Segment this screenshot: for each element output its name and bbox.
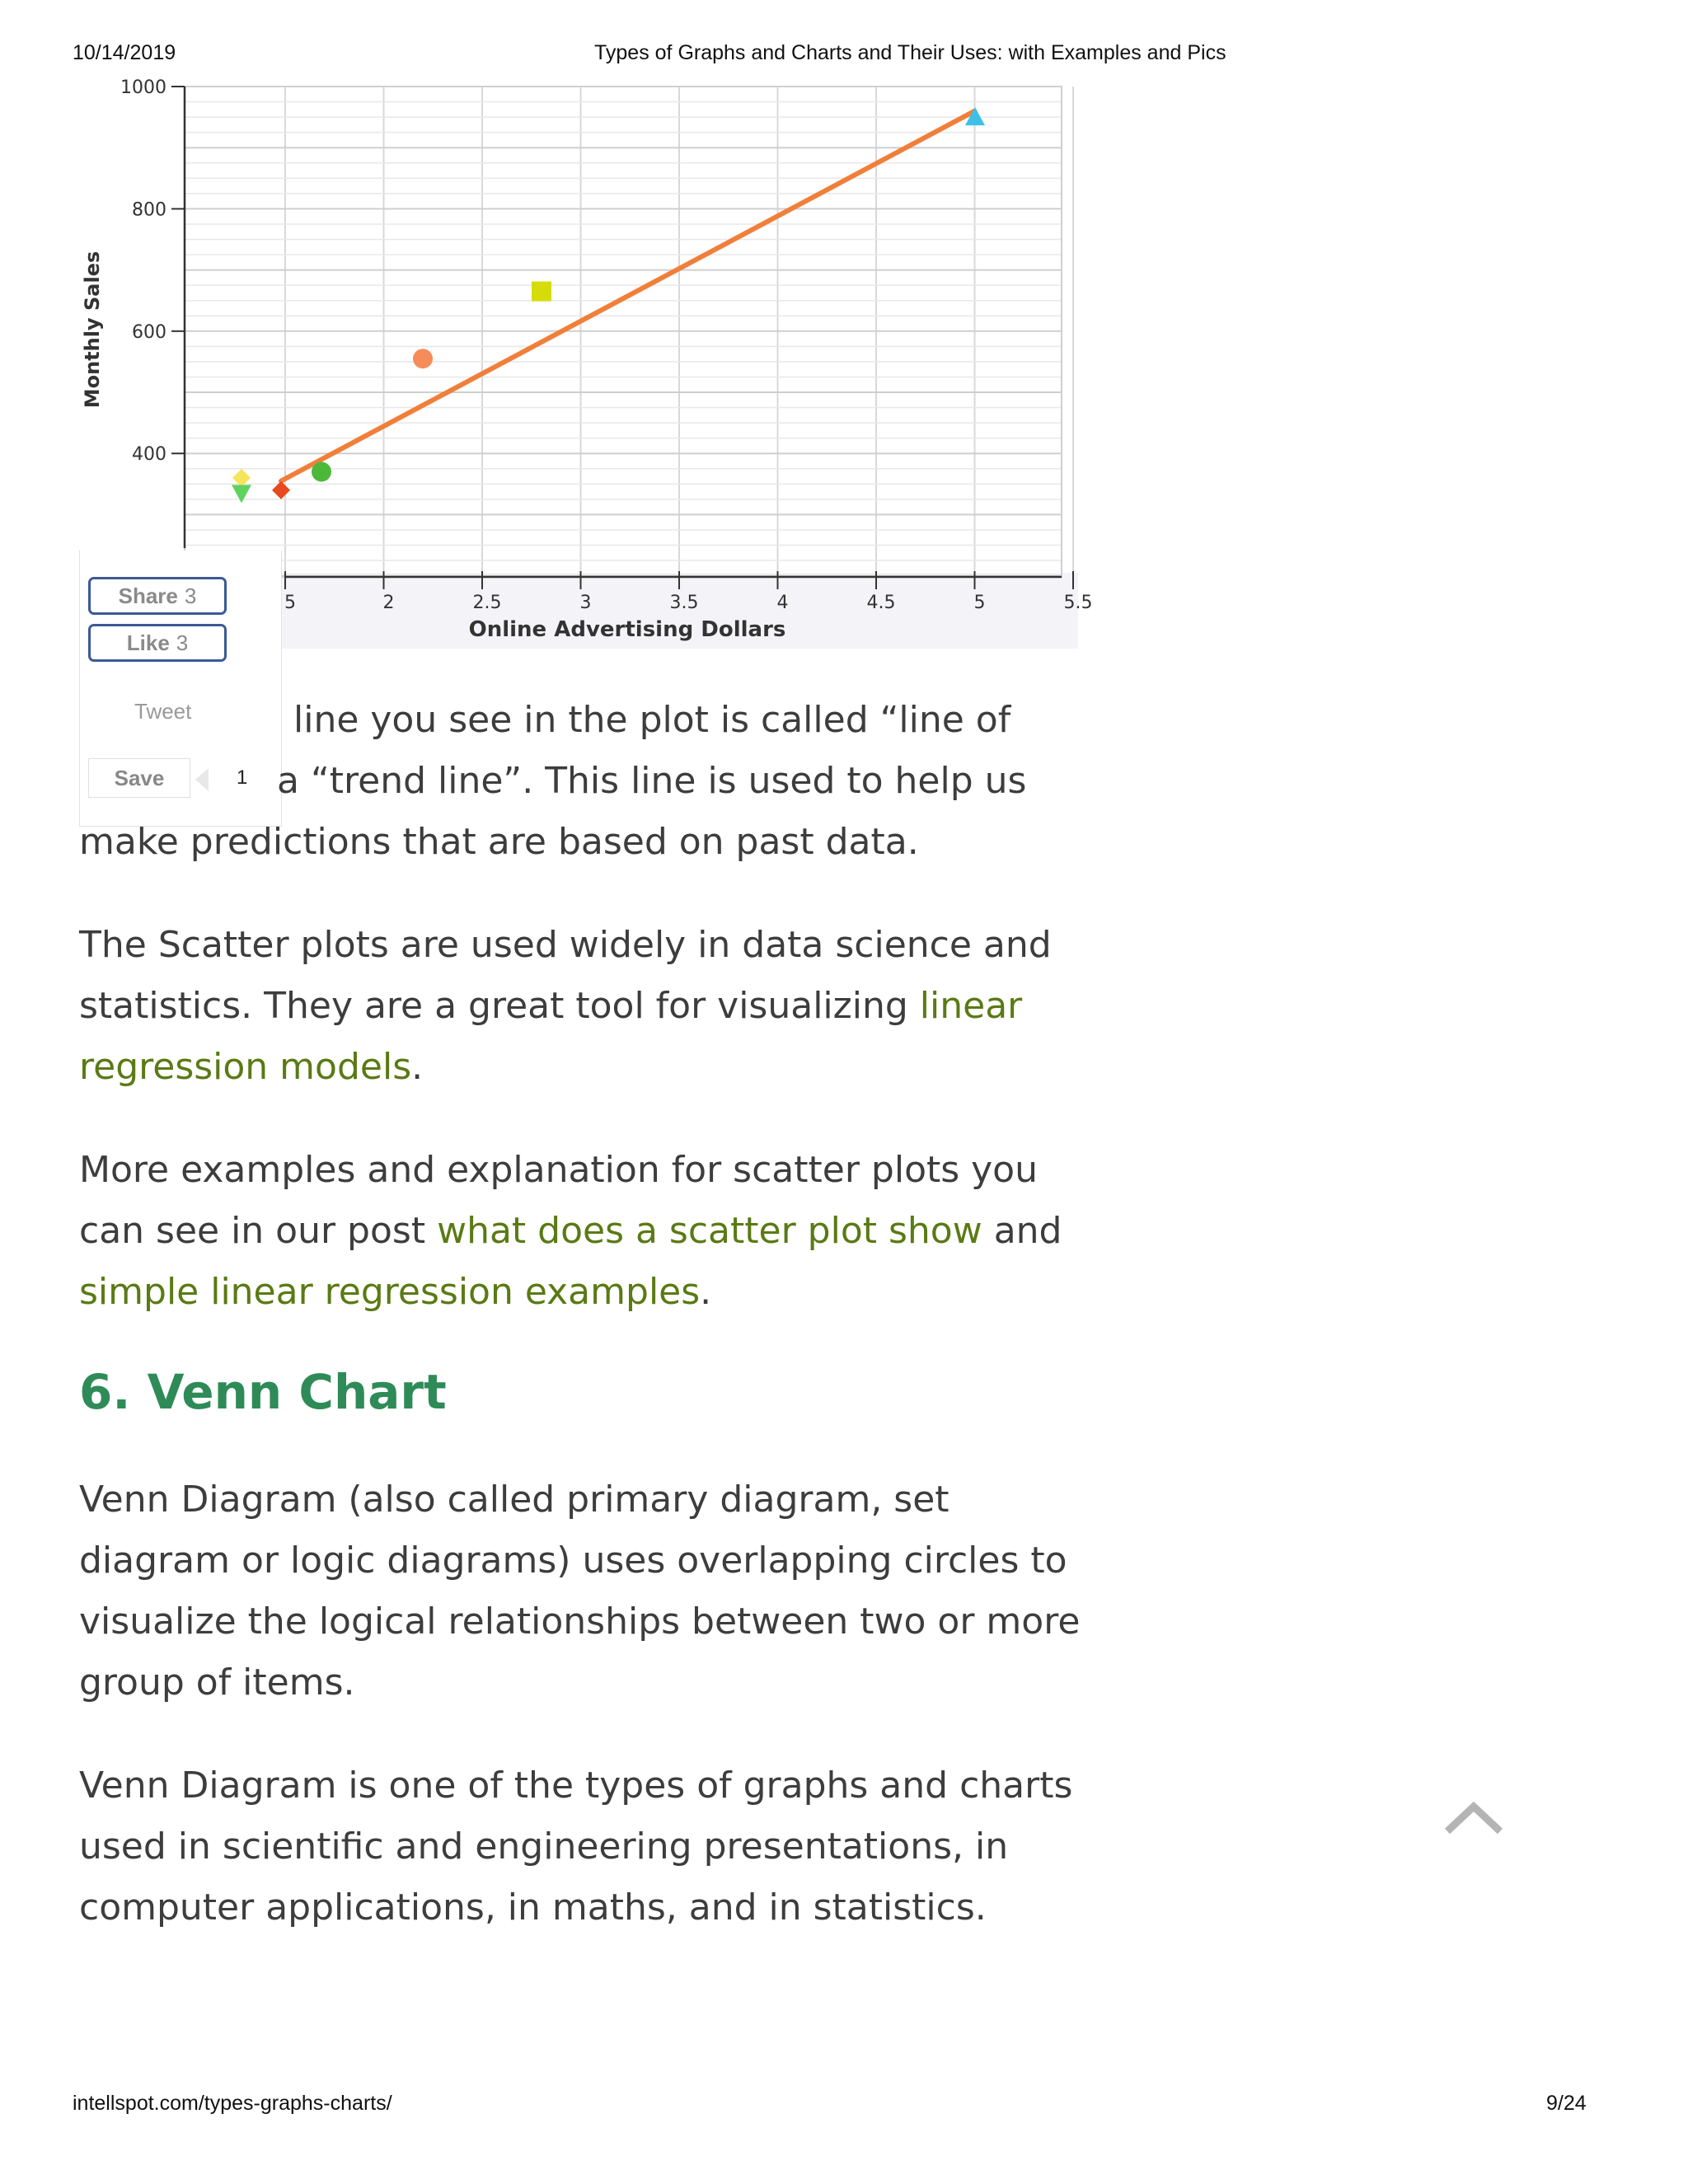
- text-line: visualize the logical relationships between two or more: [79, 1601, 1081, 1643]
- x-tick-label: 2: [382, 593, 395, 613]
- text-segment: .: [700, 1271, 712, 1313]
- section-heading-venn: 6. Venn Chart: [79, 1364, 447, 1420]
- text-line: line you see in the plot is called “line of: [293, 699, 1011, 741]
- data-point: [532, 282, 551, 302]
- paragraph-venn-definition: [79, 1469, 1109, 1713]
- y-tick-label: 400: [132, 444, 166, 466]
- text-line: diagram or logic diagrams) uses overlapping circles to: [79, 1540, 1067, 1582]
- text-line: Venn Diagram (also called primary diagram, set: [79, 1479, 950, 1521]
- paragraph-trend-line: [79, 690, 1109, 873]
- text-line: More examples and explanation for scatter plots you: [79, 1149, 1038, 1191]
- share-label: Share: [118, 583, 178, 608]
- scatter-plot-post-link[interactable]: what does a scatter plot show: [437, 1210, 982, 1252]
- share-count: 3: [184, 583, 197, 608]
- data-point: [312, 462, 331, 481]
- linear-regression-link[interactable]: linear: [919, 985, 1023, 1027]
- x-tick-label: 2.5: [472, 593, 502, 613]
- regression-examples-link[interactable]: simple linear regression examples: [79, 1271, 701, 1313]
- share-button[interactable]: [88, 577, 227, 615]
- tweet-button[interactable]: Tweet: [134, 699, 192, 724]
- print-title: Types of Graphs and Charts and Their Uses: with Examples and Pics: [594, 41, 1226, 64]
- paragraph-scatter-uses: [79, 915, 1109, 1098]
- like-count: 3: [176, 630, 189, 655]
- text-segment: statistics. They are a great tool for visualizing: [79, 985, 920, 1027]
- save-button[interactable]: Save: [88, 758, 190, 798]
- like-button[interactable]: [88, 624, 227, 662]
- x-tick-label: 3.5: [669, 593, 699, 613]
- x-axis-label: Online Advertising Dollars: [468, 617, 786, 642]
- y-tick-label: 800: [132, 199, 166, 221]
- text-line: Venn Diagram is one of the types of graphs and charts: [79, 1765, 1073, 1807]
- save-count: 1: [237, 766, 248, 789]
- data-point: [413, 349, 433, 368]
- x-tick-label: 4: [776, 593, 789, 613]
- x-tick-label: 5.5: [1063, 593, 1093, 613]
- text-line: group of items.: [79, 1661, 355, 1704]
- x-tick-label: 4.5: [866, 593, 896, 613]
- text-segment: .: [411, 1046, 424, 1088]
- x-tick-label: 3: [579, 593, 592, 613]
- text-line: make predictions that are based on past data.: [79, 821, 919, 863]
- text-segment: and: [982, 1210, 1062, 1252]
- text-line: The Scatter plots are used widely in data science and: [79, 924, 1052, 966]
- print-url: intellspot.com/types-graphs-charts/: [73, 2092, 392, 2115]
- text-line: computer applications, in maths, and in statistics.: [79, 1886, 987, 1929]
- like-label: Like: [126, 630, 170, 655]
- print-date: 10/14/2019: [73, 41, 176, 64]
- x-tick-label: 5: [284, 593, 296, 613]
- text-segment: can see in our post: [79, 1210, 438, 1252]
- linear-regression-link-cont[interactable]: regression models: [79, 1046, 412, 1088]
- y-tick-label: 600: [132, 321, 166, 343]
- y-axis-label: Monthly Sales: [81, 251, 104, 409]
- back-to-top-chevron-up-icon[interactable]: [1441, 1797, 1507, 1838]
- text-line: a “trend line”. This line is used to help us: [277, 760, 1027, 802]
- paragraph-more-examples: [79, 1140, 1109, 1323]
- x-tick-label: 5: [973, 593, 986, 613]
- y-tick-label: 1000: [120, 77, 166, 98]
- paragraph-venn-uses: [79, 1755, 1109, 1938]
- print-page-number: 9/24: [1546, 2092, 1587, 2115]
- text-line: used in scientific and engineering presentations, in: [79, 1825, 1009, 1868]
